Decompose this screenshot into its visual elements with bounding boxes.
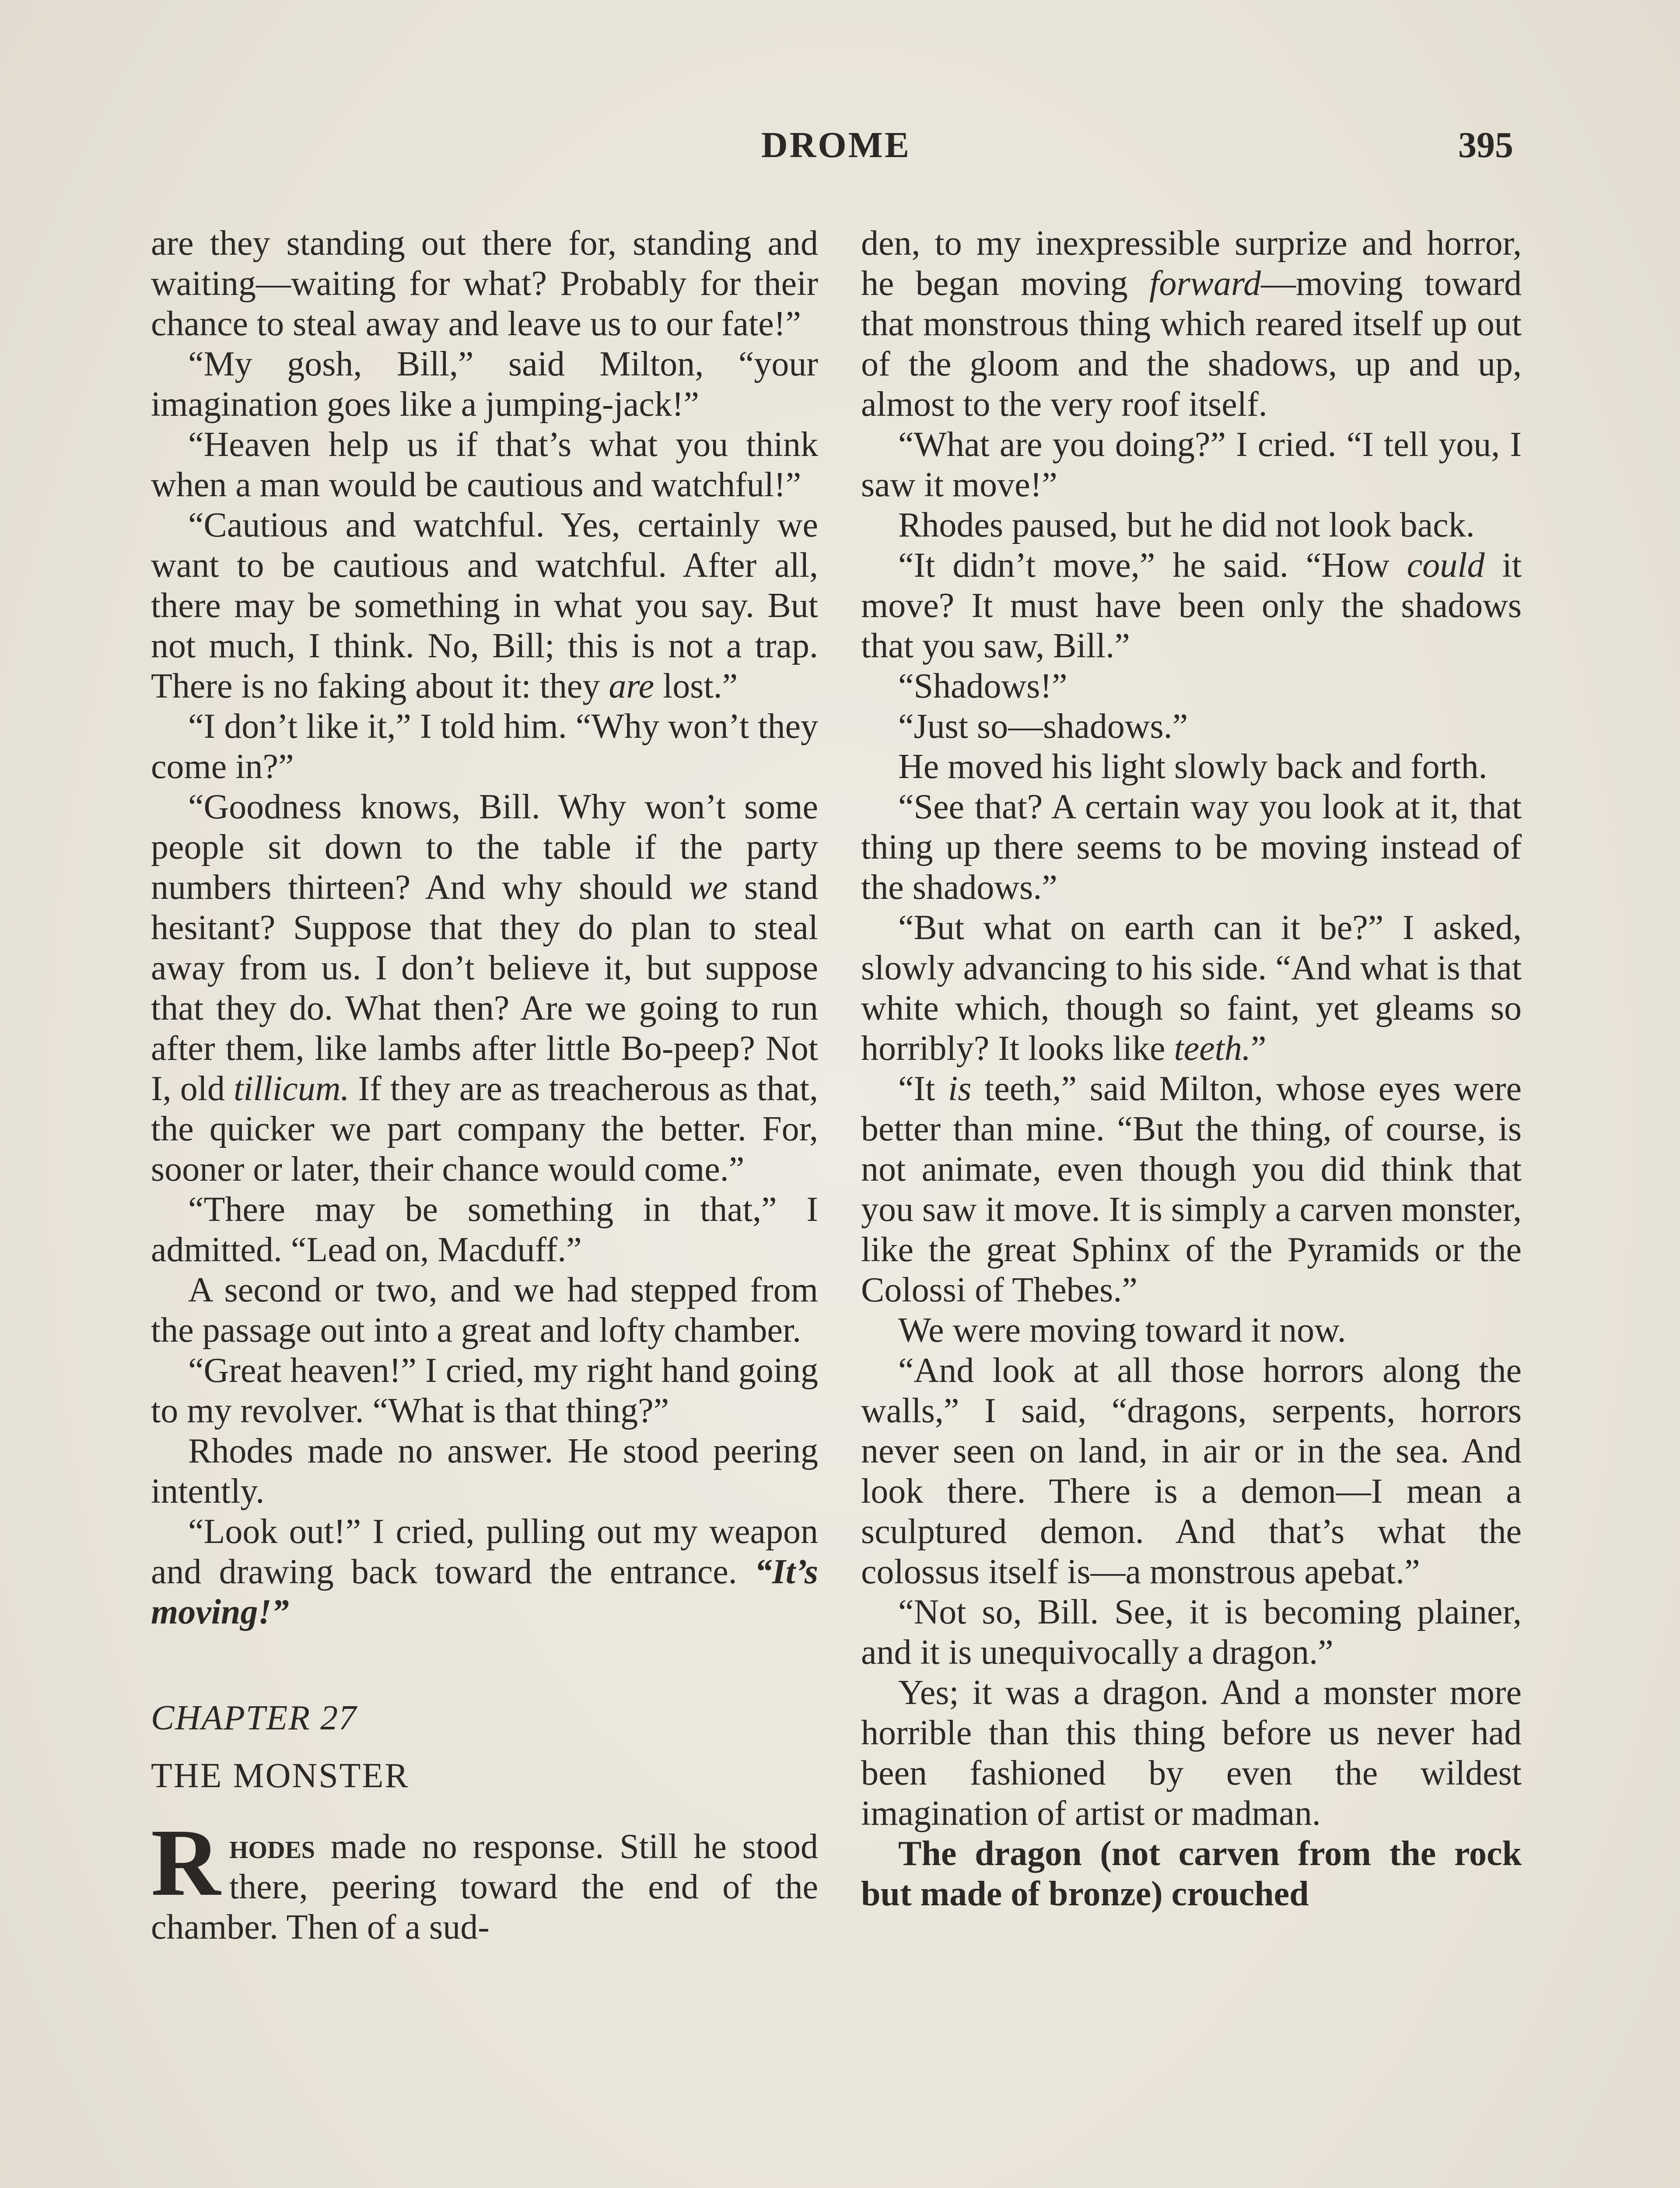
text-run: “Cautious and watchful. Yes, certainly we want to be cautious and watchful. After all, there may be something in what you say. But not much, I think. No, Bill; this is not a trap. There is no faking about it: they [151, 506, 818, 705]
paragraph: Yes; it was a dragon. And a monster more horrible than this thing before us never had been fashioned by even the wildest imagination of artist or madman. [861, 1673, 1522, 1833]
paragraph [151, 787, 818, 1189]
paragraph: “What are you doing?” I cried. “I tell you, I saw it move!” [861, 425, 1522, 504]
text-run: “But what on earth can it be?” I asked, slowly advancing to his side. “And what is that white which, though so faint, yet gleams so horribly? It looks like [861, 908, 1522, 1068]
left-column [151, 223, 818, 1947]
paragraph: Rhodes made no answer. He stood peering intently. [151, 1432, 818, 1511]
italic-text: tillicum. [234, 1069, 350, 1108]
paragraph [151, 1511, 818, 1632]
paragraph: “And look at all those horrors along the walls,” I said, “dragons, serpents, horrors never seen on land, in air or in the sea. And look there. There is a demon—I mean a sculptured demon. And that’s what the colossus itself is—a monstrous apebat.” [861, 1351, 1522, 1591]
text-run: lost.” [654, 667, 738, 705]
paragraph: He moved his light slowly back and forth. [898, 747, 1488, 786]
opening-smallcaps: hodes [229, 1827, 315, 1866]
paragraph [151, 505, 818, 706]
paragraph: “I don’t like it,” I told him. “Why won’t they come in?” [151, 707, 818, 786]
chapter-opening-paragraph [151, 1809, 818, 1947]
paragraph [861, 223, 1522, 424]
paragraph: “Heaven help us if that’s what you think when a man would be cautious and watchful!” [151, 425, 818, 504]
italic-text: forward [1149, 264, 1261, 303]
paragraph: The dragon (not carven from the rock but made of bronze) crouched [861, 1834, 1522, 1913]
paragraph: “Just so—shadows.” [898, 707, 1188, 746]
text-run: “Look out!” I cried, pulling out my weapon and drawing back toward the entrance. [151, 1512, 818, 1591]
text-run: “It didn’t move,” he said. “How [898, 546, 1407, 585]
paragraph [861, 908, 1522, 1069]
italic-text: “It’s moving!” [151, 1553, 818, 1631]
paragraph [861, 545, 1522, 666]
text-run: If they are as treacherous as that, the quicker we part company the better. For, sooner or later, their chance would come.” [151, 1069, 818, 1189]
italic-text: could [1407, 546, 1485, 585]
paragraph: “Not so, Bill. See, it is becoming plainer, and it is unequivocally a dragon.” [861, 1593, 1522, 1672]
chapter-title: THE MONSTER [151, 1757, 410, 1795]
page-number: 395 [1458, 125, 1513, 165]
text-run: stand hesitant? Suppose that they do plan to steal away from us. I don’t believe it, but suppose that they do. What then? Are we going to run after them, like lambs after little Bo-peep? Not I, old [151, 868, 819, 1108]
paragraph: We were moving toward it now. [898, 1311, 1346, 1350]
drop-cap: R [151, 1809, 220, 1916]
text-run: “It [898, 1069, 948, 1108]
text-run: ” [1250, 1029, 1267, 1068]
text-run: “Goodness knows, Bill. Why won’t some people sit down to the table if the party numbers thirteen? And why should [151, 788, 818, 907]
paragraph: “See that? A certain way you look at it, that thing up there seems to be moving instead of the shadows.” [861, 788, 1522, 907]
italic-text: teeth. [1174, 1029, 1251, 1068]
text-run: den, to my inexpressible surprize and horror, he began moving [861, 224, 1522, 303]
text-run: teeth,” said Milton, whose eyes were better than mine. “But the thing, of course, is not animate, even though you did think that you saw it move. It is simply a carven monster, like the great Sphinx of the Pyramids or the Colossi of Thebes.” [861, 1069, 1522, 1309]
text-run: it move? It must have been only the shadows that you saw, Bill.” [861, 546, 1522, 665]
italic-text: we [689, 868, 728, 907]
right-column [861, 223, 1522, 1914]
paragraph: “Great heaven!” I cried, my right hand going to my revolver. “What is that thing?” [151, 1351, 818, 1430]
running-title: DROME [761, 125, 911, 165]
paragraph [861, 1069, 1522, 1310]
italic-text: are [609, 667, 654, 705]
text-run: —moving toward that monstrous thing which reared itself up out of the gloom and the shadows, up and up, almost to the very roof itself. [861, 264, 1522, 424]
paragraph: “Shadows!” [898, 667, 1068, 705]
text-run: made no response. Still he stood there, peering toward the end of the chamber. Then of a sud- [151, 1827, 818, 1946]
paragraph: “My gosh, Bill,” said Milton, “your imagination goes like a jumping-jack!” [151, 345, 818, 424]
paragraph: “There may be something in that,” I admitted. “Lead on, Macduff.” [151, 1190, 818, 1269]
italic-text: is [948, 1069, 972, 1108]
chapter-number: CHAPTER 27 [151, 1699, 357, 1737]
paragraph: are they standing out there for, standing and waiting—waiting for what? Probably for their chance to steal away and leave us to our fate!” [151, 224, 818, 343]
paragraph: A second or two, and we had stepped from the passage out into a great and lofty chamber. [151, 1271, 818, 1350]
paragraph: Rhodes paused, but he did not look back. [898, 506, 1475, 544]
